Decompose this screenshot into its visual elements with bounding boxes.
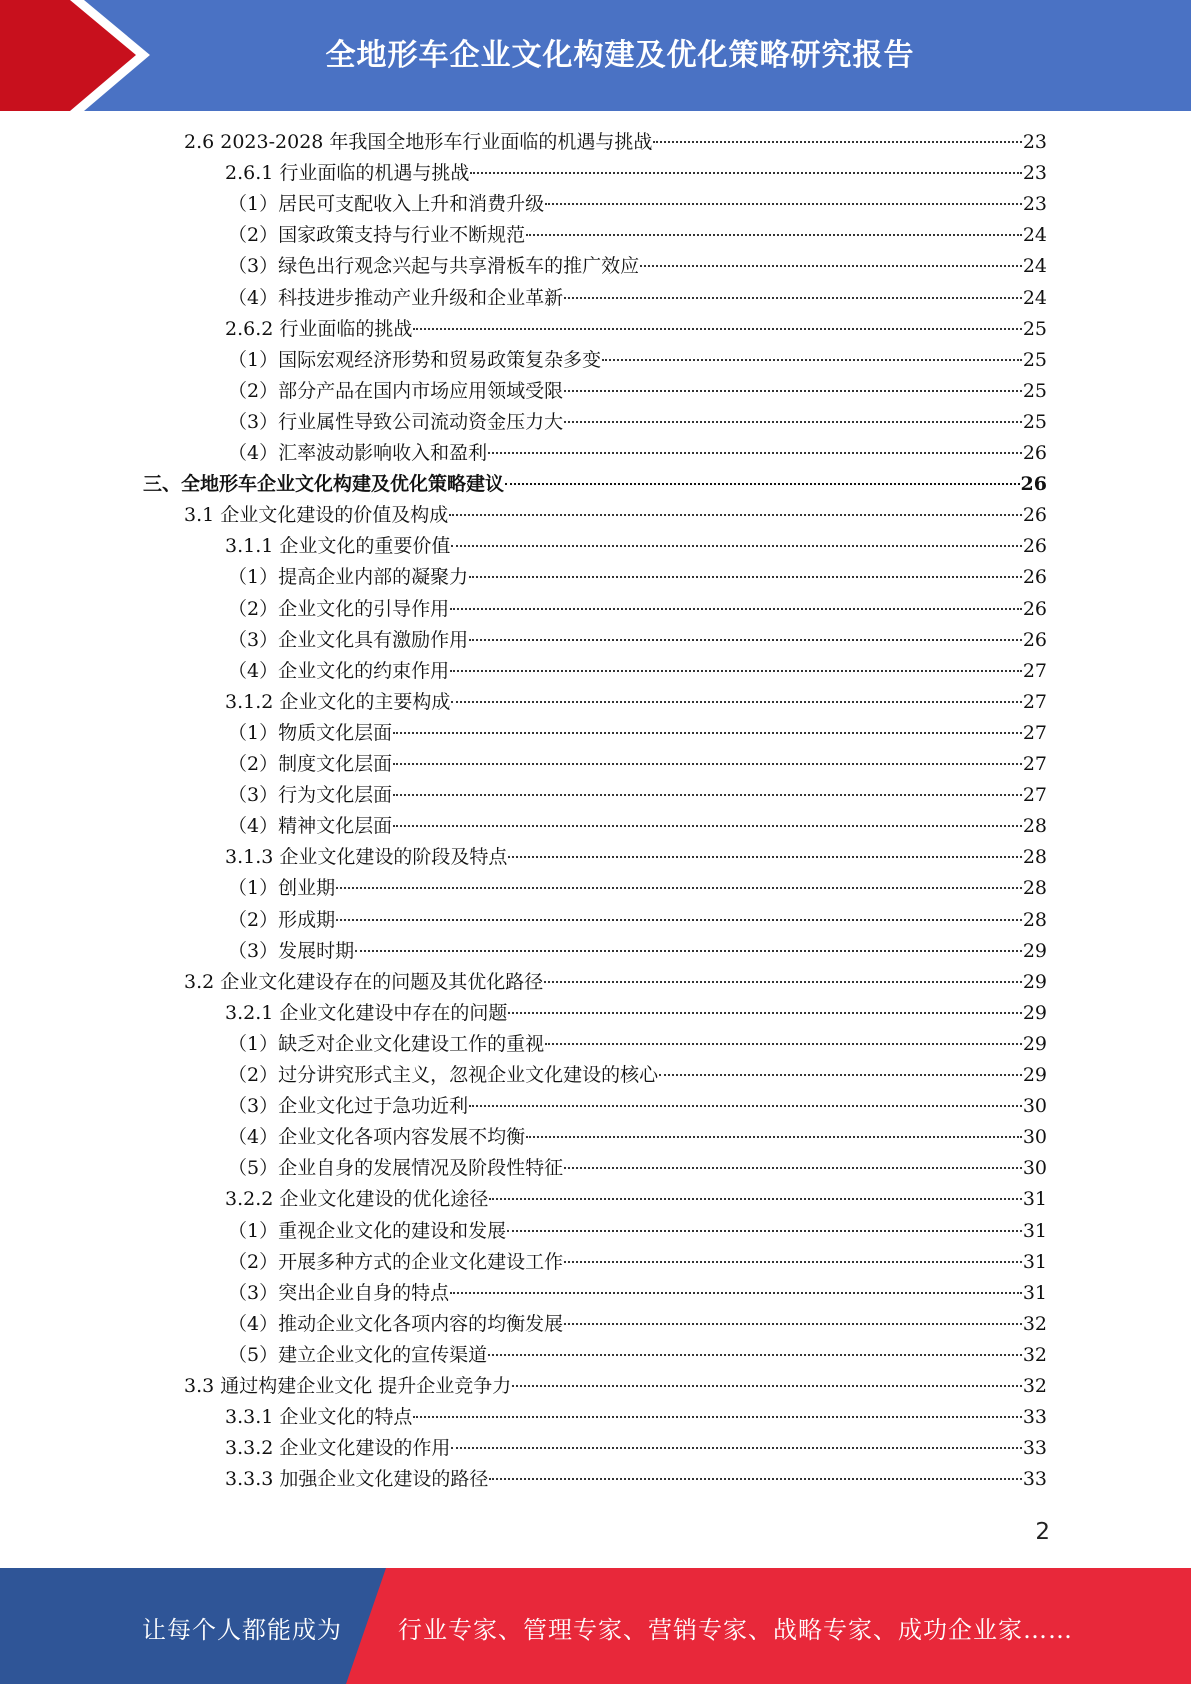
toc-leader-dots (450, 608, 1022, 610)
toc-entry-title: （2）制度文化层面 (228, 753, 393, 775)
page-number: 2 (1035, 1519, 1050, 1545)
toc-leader-dots (564, 1167, 1022, 1169)
toc-entry-page: 29 (1022, 1032, 1047, 1055)
toc-entry-title: （4）汇率波动影响收入和盈利 (228, 442, 488, 464)
toc-leader-dots (507, 1230, 1022, 1232)
toc-entry-title: （1）居民可支配收入上升和消费升级 (228, 193, 545, 216)
page-footer (0, 1568, 1191, 1684)
toc-entry[interactable] (228, 407, 1047, 438)
toc-entry-title: （1）创业期 (228, 877, 336, 900)
toc-entry-title: 3.2.2 企业文化建设的优化途径 (225, 1188, 489, 1211)
toc-entry[interactable] (184, 500, 1047, 531)
toc-entry-page: 24 (1022, 255, 1047, 278)
toc-entry[interactable] (228, 376, 1047, 407)
toc-entry-page: 33 (1022, 1406, 1047, 1429)
toc-leader-dots (653, 141, 1021, 143)
toc-entry[interactable] (228, 1122, 1047, 1153)
toc-entry-page: 25 (1022, 379, 1047, 402)
toc-entry-page: 28 (1022, 815, 1047, 838)
toc-entry-title: 3.1.1 企业文化的重要价值 (225, 535, 451, 558)
toc-entry[interactable] (228, 1029, 1047, 1060)
toc-entry-page: 29 (1022, 939, 1047, 962)
toc-entry-page: 32 (1022, 1343, 1047, 1366)
toc-entry-title: 3.3.3 加强企业文化建设的路径 (225, 1468, 489, 1491)
toc-entry-title: （3）发展时期 (228, 939, 355, 962)
toc-entry[interactable] (228, 1091, 1047, 1122)
toc-entry-title: （4）推动企业文化各项内容的均衡发展 (228, 1312, 564, 1335)
toc-leader-dots (413, 1416, 1021, 1418)
toc-entry-title: （2）国家政策支持与行业不断规范 (228, 224, 526, 247)
toc-entry-page: 31 (1022, 1250, 1047, 1273)
toc-entry[interactable] (225, 1402, 1047, 1433)
toc-entry[interactable] (225, 998, 1047, 1029)
toc-entry-title: （1）重视企业文化的建设和发展 (228, 1219, 507, 1242)
toc-entry[interactable] (228, 1309, 1047, 1340)
toc-entry[interactable] (225, 842, 1047, 873)
toc-leader-dots (450, 1292, 1022, 1294)
footer-slogan-right: 行业专家、管理专家、营销专家、战略专家、成功企业家…… (398, 1616, 1073, 1644)
toc-entry[interactable] (184, 1371, 1047, 1402)
toc-entry-page: 25 (1022, 348, 1047, 371)
toc-entry-page: 32 (1022, 1312, 1047, 1335)
toc-entry-title: （3）行业属性导致公司流动资金压力大 (228, 410, 564, 433)
toc-entry-page: 32 (1022, 1375, 1047, 1397)
toc-leader-dots (526, 234, 1022, 236)
toc-entry-page: 30 (1022, 1095, 1047, 1118)
toc-entry-title: 3.3.1 企业文化的特点 (225, 1406, 413, 1429)
toc-entry-page: 30 (1022, 1126, 1047, 1149)
toc-entry-title: （5）建立企业文化的宣传渠道 (228, 1343, 488, 1366)
toc-leader-dots (451, 1447, 1021, 1449)
toc-entry[interactable] (143, 469, 1047, 500)
toc-leader-dots (564, 1261, 1022, 1263)
toc-entry[interactable] (228, 625, 1047, 656)
toc-entry-title: （1）缺乏对企业文化建设工作的重视 (228, 1032, 545, 1055)
report-title: 全地形车企业文化构建及优化策略研究报告 (325, 38, 915, 73)
toc-entry-page: 31 (1022, 1281, 1047, 1304)
toc-leader-dots (450, 670, 1022, 672)
toc-entry[interactable] (228, 594, 1047, 625)
toc-leader-dots (336, 919, 1022, 921)
toc-leader-dots (449, 514, 1022, 516)
toc-leader-dots (469, 1105, 1022, 1107)
toc-leader-dots (393, 794, 1022, 796)
toc-entry-title: （4）企业文化的约束作用 (228, 659, 450, 682)
toc-leader-dots (355, 950, 1022, 952)
footer-slogan-left: 让每个人都能成为 (142, 1616, 342, 1644)
toc-entry-page: 26 (1020, 473, 1047, 496)
toc-leader-dots (451, 701, 1021, 703)
toc-leader-dots (508, 856, 1021, 858)
toc-entry-page: 27 (1022, 753, 1047, 775)
toc-entry-title: （2）部分产品在国内市场应用领域受限 (228, 379, 564, 402)
toc-entry[interactable] (184, 127, 1047, 158)
toc-leader-dots (545, 1043, 1022, 1045)
toc-entry-title: 3.3.2 企业文化建设的作用 (225, 1437, 451, 1460)
toc-entry[interactable] (225, 687, 1047, 718)
toc-entry-title: 3.1.3 企业文化建设的阶段及特点 (225, 846, 508, 869)
toc-entry-page: 23 (1022, 162, 1047, 185)
toc-entry[interactable] (228, 251, 1047, 282)
toc-leader-dots (489, 1478, 1021, 1480)
toc-leader-dots (640, 265, 1022, 267)
toc-entry-page: 23 (1022, 193, 1047, 216)
toc-entry-title: 3.3 通过构建企业文化 提升企业竞争力 (184, 1375, 512, 1397)
toc-entry-page: 31 (1022, 1219, 1047, 1242)
toc-entry-title: （2）形成期 (228, 908, 336, 931)
toc-entry-page: 28 (1022, 877, 1047, 900)
toc-leader-dots (544, 981, 1022, 983)
toc-leader-dots (393, 732, 1022, 734)
toc-entry-page: 33 (1022, 1437, 1047, 1460)
toc-leader-dots (393, 825, 1022, 827)
toc-leader-dots (659, 1074, 1022, 1076)
toc-leader-dots (545, 203, 1022, 205)
toc-entry[interactable] (228, 873, 1047, 904)
toc-entry-page: 30 (1022, 1157, 1047, 1180)
toc-entry-title: 3.2 企业文化建设存在的问题及其优化路径 (184, 970, 544, 993)
toc-entry-title: 3.1.2 企业文化的主要构成 (225, 690, 451, 713)
toc-leader-dots (451, 545, 1021, 547)
toc-leader-dots (526, 1136, 1022, 1138)
toc-entry-page: 29 (1022, 970, 1047, 993)
toc-entry[interactable] (228, 1060, 1047, 1091)
toc-entry-title: 2.6 2023-2028 年我国全地形车行业面临的机遇与挑战 (184, 131, 653, 153)
toc-entry-title: （2）企业文化的引导作用 (228, 597, 450, 620)
toc-entry[interactable] (228, 283, 1047, 314)
toc-entry[interactable] (228, 1247, 1047, 1278)
toc-entry[interactable] (228, 1153, 1047, 1184)
toc-entry-title: 三、全地形车企业文化构建及优化策略建议 (143, 473, 505, 496)
toc-leader-dots (505, 483, 1020, 485)
toc-entry-title: （1）物质文化层面 (228, 721, 393, 744)
toc-entry-title: （3）行为文化层面 (228, 784, 393, 807)
toc-entry[interactable] (228, 1340, 1047, 1371)
toc-leader-dots (336, 887, 1022, 889)
toc-entry-page: 26 (1022, 597, 1047, 620)
toc-entry[interactable] (225, 1464, 1047, 1495)
toc-entry-title: （2）开展多种方式的企业文化建设工作 (228, 1250, 564, 1273)
toc-entry[interactable] (184, 967, 1047, 998)
toc-leader-dots (564, 297, 1022, 299)
toc-entry[interactable] (228, 936, 1047, 967)
toc-entry-title: （4）科技进步推动产业升级和企业革新 (228, 286, 564, 309)
toc-entry-page: 26 (1022, 504, 1047, 527)
toc-entry-page: 27 (1022, 784, 1047, 807)
toc-leader-dots (564, 1323, 1022, 1325)
toc-leader-dots (564, 421, 1022, 423)
toc-entry[interactable] (228, 1278, 1047, 1309)
toc-leader-dots (488, 1354, 1022, 1356)
toc-leader-dots (470, 172, 1021, 174)
toc-entry[interactable] (228, 718, 1047, 749)
toc-entry[interactable] (225, 158, 1047, 189)
toc-entry-page: 31 (1022, 1188, 1047, 1211)
toc-entry[interactable] (228, 905, 1047, 936)
toc-leader-dots (488, 452, 1022, 454)
toc-entry-title: （3）绿色出行观念兴起与共享滑板车的推广效应 (228, 255, 640, 278)
toc-entry-page: 25 (1022, 410, 1047, 433)
toc-entry-page: 26 (1022, 442, 1047, 464)
toc-entry-page: 33 (1022, 1468, 1047, 1491)
toc-leader-dots (508, 1012, 1021, 1014)
toc-entry-title: （4）精神文化层面 (228, 815, 393, 838)
toc-entry[interactable] (225, 531, 1047, 562)
toc-entry[interactable] (228, 811, 1047, 842)
toc-leader-dots (469, 639, 1022, 641)
toc-entry[interactable] (228, 189, 1047, 220)
toc-leader-dots (413, 328, 1021, 330)
toc-entry-page: 23 (1022, 131, 1047, 153)
toc-entry-title: （5）企业自身的发展情况及阶段性特征 (228, 1157, 564, 1180)
toc-leader-dots (469, 576, 1022, 578)
toc-entry-title: （2）过分讲究形式主义，忽视企业文化建设的核心 (228, 1064, 659, 1086)
toc-entry-page: 26 (1022, 535, 1047, 558)
toc-entry-title: （1）提高企业内部的凝聚力 (228, 566, 469, 589)
toc-entry-title: （4）企业文化各项内容发展不均衡 (228, 1126, 526, 1149)
toc-entry-page: 26 (1022, 566, 1047, 589)
toc-entry-page: 27 (1022, 721, 1047, 744)
toc-entry-page: 26 (1022, 628, 1047, 651)
toc-entry[interactable] (228, 656, 1047, 687)
toc-leader-dots (489, 1198, 1021, 1200)
toc-entry-title: （1）国际宏观经济形势和贸易政策复杂多变 (228, 348, 602, 371)
toc-entry-title: （3）企业文化过于急功近利 (228, 1095, 469, 1118)
toc-leader-dots (393, 763, 1022, 765)
toc-entry-title: 2.6.2 行业面临的挑战 (225, 317, 413, 340)
toc-entry[interactable] (228, 780, 1047, 811)
toc-leader-dots (512, 1385, 1022, 1387)
toc-entry[interactable] (225, 1433, 1047, 1464)
toc-entry-page: 25 (1022, 317, 1047, 340)
toc-entry-title: （3）企业文化具有激励作用 (228, 628, 469, 651)
toc-entry[interactable] (225, 1184, 1047, 1215)
toc-entry[interactable] (225, 314, 1047, 345)
toc-entry[interactable] (228, 438, 1047, 469)
toc-entry-title: 3.2.1 企业文化建设中存在的问题 (225, 1001, 508, 1024)
toc-entry-page: 24 (1022, 224, 1047, 247)
toc-entry-title: 2.6.1 行业面临的机遇与挑战 (225, 162, 470, 185)
toc-entry[interactable] (228, 345, 1047, 376)
toc-entry-title: （3）突出企业自身的特点 (228, 1281, 450, 1304)
toc-entry[interactable] (228, 749, 1047, 780)
toc-leader-dots (602, 359, 1022, 361)
toc-entry-page: 29 (1022, 1064, 1047, 1086)
toc-entry-page: 24 (1022, 286, 1047, 309)
toc-entry-page: 28 (1022, 846, 1047, 869)
page-header (0, 0, 1191, 111)
toc-entry-page: 28 (1022, 908, 1047, 931)
toc-entry-page: 27 (1022, 659, 1047, 682)
toc-entry-page: 27 (1022, 690, 1047, 713)
toc-entry-title: 3.1 企业文化建设的价值及构成 (184, 504, 449, 527)
toc-entry[interactable] (228, 562, 1047, 593)
toc-entry-page: 29 (1022, 1001, 1047, 1024)
toc-entry[interactable] (228, 220, 1047, 251)
toc-entry[interactable] (228, 1216, 1047, 1247)
toc-leader-dots (564, 390, 1022, 392)
